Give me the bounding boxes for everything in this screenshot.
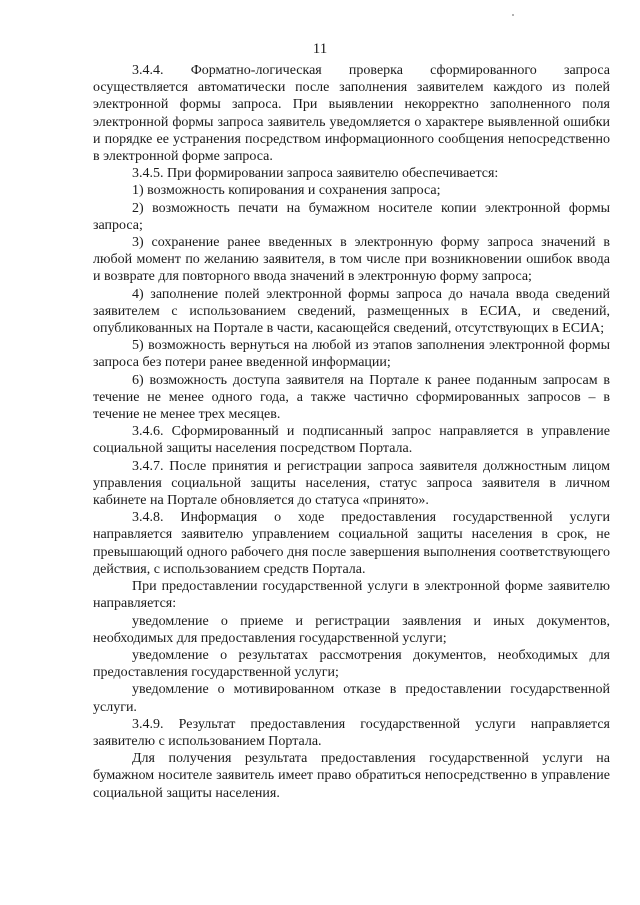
list-item-2: 2) возможность печати на бумажном носителе копии электронной формы запроса; bbox=[93, 200, 610, 233]
paragraph-notifications-intro: При предоставлении государственной услуги в электронной форме заявителю направляется: bbox=[93, 579, 610, 612]
paragraph-3-4-8: 3.4.8. Информация о ходе предоставления государственной услуги направляется заявителю управлением социальной защиты населения в срок, не превышающий одного рабочего дня после завершения выполнения соответствующего действия, с использованием средств Портала. bbox=[93, 510, 610, 577]
list-item-5: 5) возможность вернуться на любой из этапов заполнения электронной формы запроса без потери ранее введенной информации; bbox=[93, 338, 610, 371]
paragraph-3-4-5: 3.4.5. При формировании запроса заявителю обеспечивается: bbox=[132, 166, 499, 182]
list-item-1: 1) возможность копирования и сохранения запроса; bbox=[132, 183, 441, 199]
list-item-3: 3) сохранение ранее введенных в электронную форму запроса значений в любой момент по желанию заявителя, в том числе при возникновении ошибок ввода и возврате для повторного ввода значений в электронную форму запроса; bbox=[93, 235, 610, 285]
list-item-6: 6) возможность доступа заявителя на Портале к ранее поданным запросам в течение не менее одного года, а также частично сформированных запросов – в течение не менее трех месяцев. bbox=[93, 372, 610, 423]
paragraph-3-4-9: 3.4.9. Результат предоставления государственной услуги направляется заявителю с использованием Портала. bbox=[93, 716, 610, 749]
scan-speck bbox=[512, 14, 514, 16]
page-number: 11 bbox=[312, 41, 328, 57]
list-item-4: 4) заполнение полей электронной формы запроса до начала ввода сведений заявителем с использованием сведений, размещенных в ЕСИА, и сведений, опубликованных на Портале в части, касающейся сведений, отсутствующих в ЕСИА; bbox=[93, 286, 610, 337]
notification-item-2: уведомление о результатах рассмотрения документов, необходимых для предоставления государственной услуги; bbox=[93, 647, 610, 681]
notification-item-3: уведомление о мотивированном отказе в предоставлении государственной услуги. bbox=[93, 682, 610, 715]
notification-item-1: уведомление о приеме и регистрации заявления и иных документов, необходимых для предоставления государственной услуги; bbox=[93, 613, 610, 646]
document-body bbox=[93, 62, 610, 802]
paragraph-paper-result: Для получения результата предоставления государственной услуги на бумажном носителе заявитель имеет право обратиться непосредственно в управление социальной защиты населения. bbox=[93, 751, 610, 801]
paragraph-3-4-4: 3.4.4. Форматно-логическая проверка сформированного запроса осуществляется автоматически после заполнения заявителем каждого из полей электронной формы запроса. При выявлении некорректно заполненного поля электронной формы запроса заявитель уведомляется о характере выявленной ошибки и порядке ее устранения посредством информационного сообщения непосредственно в электронной форме запроса. bbox=[93, 63, 610, 165]
paragraph-3-4-6: 3.4.6. Сформированный и подписанный запрос направляется в управление социальной защиты населения посредством Портала. bbox=[93, 424, 610, 457]
paragraph-3-4-7: 3.4.7. После принятия и регистрации запроса заявителя должностным лицом управления социальной защиты населения, статус запроса заявителя в личном кабинете на Портале обновляется до статуса «принято». bbox=[93, 458, 610, 509]
